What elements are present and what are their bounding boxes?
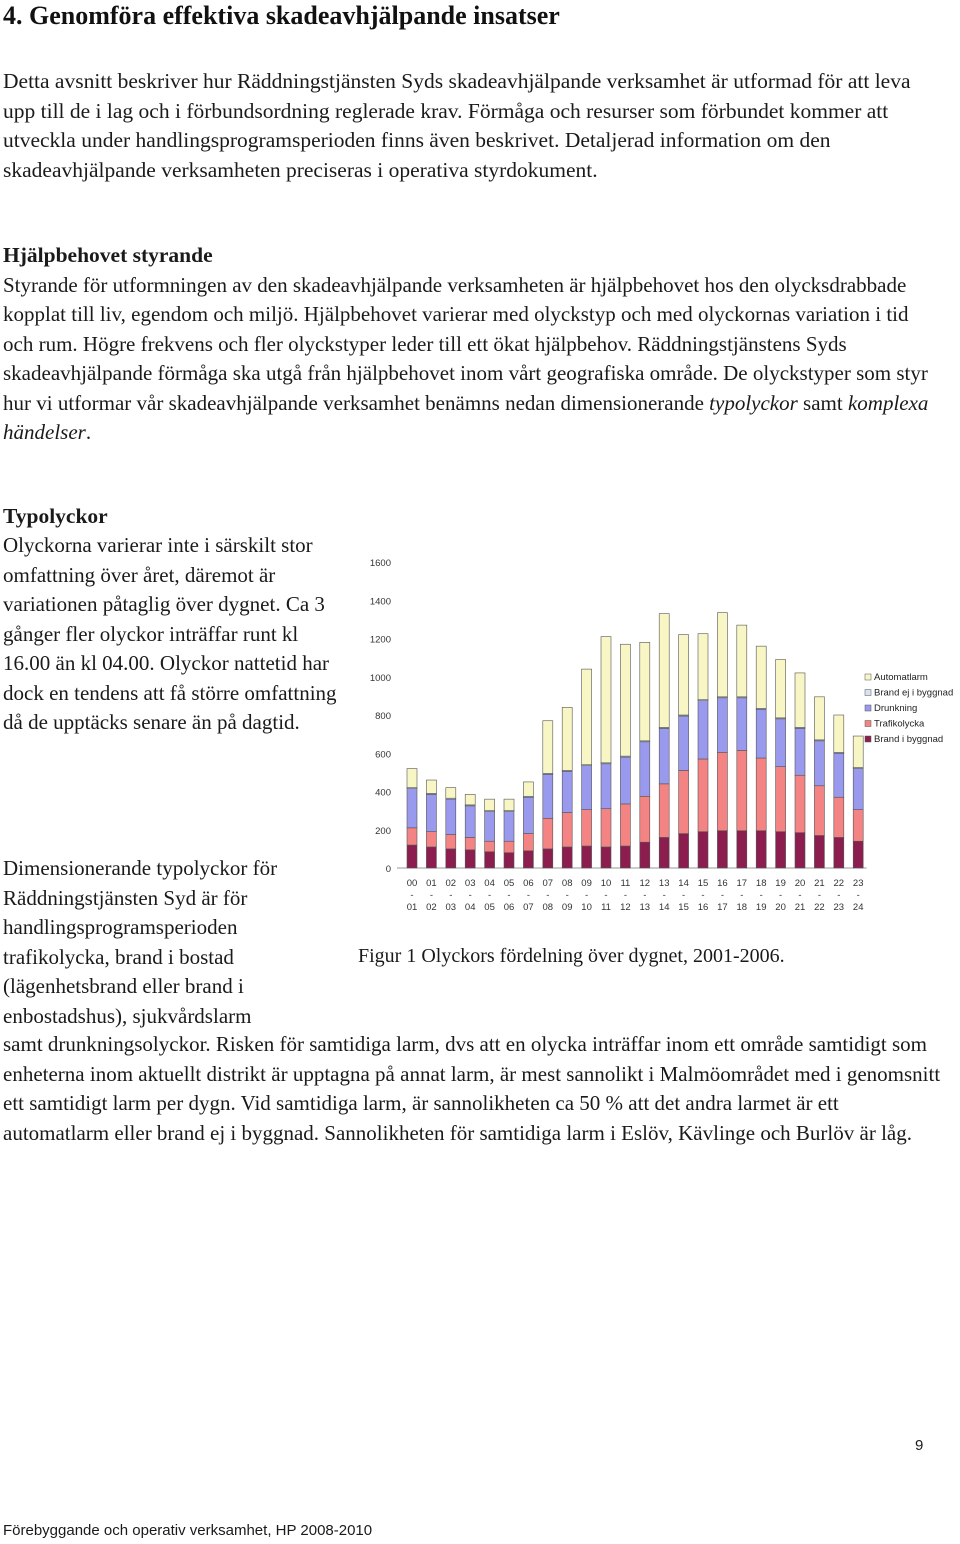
legend-swatch xyxy=(865,705,871,711)
bar-segment xyxy=(737,698,747,751)
figure-caption: Figur 1 Olyckors fördelning över dygnet, 2001-2006. xyxy=(358,945,785,967)
bar-segment xyxy=(853,810,863,842)
legend-swatch xyxy=(865,736,871,742)
bar-segment xyxy=(698,832,708,868)
subheading-hjalpbehovet: Hjälpbehovet styrande xyxy=(3,243,213,267)
bar-segment xyxy=(756,831,766,868)
bar-segment xyxy=(426,847,436,868)
x-tick-label-top: 01 xyxy=(426,878,437,889)
bar-segment xyxy=(601,809,611,847)
bar-segment xyxy=(795,673,805,728)
x-tick-label-bottom: 24 xyxy=(852,902,864,913)
bar-segment xyxy=(776,767,786,832)
legend-swatch xyxy=(865,721,871,727)
bar-segment xyxy=(407,845,417,868)
bar-segment xyxy=(485,799,495,810)
x-tick-dash: - xyxy=(759,890,763,901)
x-tick-label-top: 19 xyxy=(775,878,786,889)
bar-segment xyxy=(523,797,533,833)
bar-segment xyxy=(853,736,863,768)
bar-segment xyxy=(426,794,436,831)
bar-segment xyxy=(485,841,495,852)
bar-segment xyxy=(717,752,727,830)
x-tick-label-top: 20 xyxy=(794,878,806,889)
legend-swatch xyxy=(865,674,871,680)
legend-label: Trafikolycka xyxy=(874,718,925,730)
x-tick-label-top: 21 xyxy=(814,878,825,889)
legend-label: Brand i byggnad xyxy=(874,734,944,745)
x-tick-label-top: 10 xyxy=(600,878,612,889)
x-tick-label-bottom: 10 xyxy=(581,902,592,913)
x-tick-label-bottom: 06 xyxy=(503,902,515,913)
x-tick-label-bottom: 17 xyxy=(717,902,728,913)
bar-segment xyxy=(834,715,844,752)
bar-segment xyxy=(601,637,611,763)
paragraph-dimensionerande-narrow: Dimensionerande typolyckor för Räddningstjänsten Syd är för handlingsprogramsperioden trafikolycka, brand i bostad (lägenhetsbrand eller brand i enbostadshus), sjukvårdslarm xyxy=(3,856,278,1028)
bar-segment xyxy=(523,834,533,851)
bar-segment xyxy=(640,842,650,868)
x-tick-label-bottom: 11 xyxy=(601,902,611,913)
paragraph-hjalpbehovet xyxy=(3,271,943,448)
page-number: 9 xyxy=(915,1437,924,1454)
x-tick-label-top: 08 xyxy=(561,878,573,889)
bar-segment xyxy=(543,721,553,774)
y-tick-label: 800 xyxy=(375,711,391,722)
bar-segment xyxy=(679,635,689,715)
x-tick-dash: - xyxy=(585,890,589,901)
bar-segment xyxy=(679,770,689,833)
x-tick-label-bottom: 12 xyxy=(620,902,631,913)
bar-segment xyxy=(504,799,514,810)
bar-segment xyxy=(465,837,475,849)
bar-segment xyxy=(562,813,572,847)
x-tick-label-top: 23 xyxy=(852,878,864,889)
section-hjalpbehov xyxy=(3,241,943,448)
bar-segment xyxy=(543,849,553,868)
bar-segment xyxy=(582,766,592,810)
legend-label: Brand ej i byggnad xyxy=(874,687,954,699)
x-tick-label-top: 04 xyxy=(484,878,495,889)
bar-segment xyxy=(795,833,805,868)
bar-segment xyxy=(659,837,669,868)
accident-distribution-chart xyxy=(355,548,960,928)
x-tick-label-top: 22 xyxy=(833,878,845,889)
bar-segment xyxy=(523,851,533,868)
bar-segment xyxy=(814,786,824,836)
bar-segment xyxy=(465,794,475,805)
intro-paragraph: Detta avsnitt beskriver hur Räddningstjänsten Syds skadeavhjälpande verksamhet är utformad för att leva upp till de i lag och i förbundsordning reglerade krav. Förmåga och resurser som förbundet kommer att utveckla under handlingsprogramsperioden finns även beskrivet. Detaljerad information om den skadeavhjälpande verksamheten preciseras i operativa styrdokument. xyxy=(3,69,911,182)
x-tick-label-bottom: 20 xyxy=(775,902,786,913)
x-tick-label-bottom: 09 xyxy=(561,902,573,913)
bar-segment xyxy=(426,780,436,793)
x-tick-label-top: 06 xyxy=(523,878,534,889)
x-tick-label-bottom: 22 xyxy=(814,902,825,913)
bar-segment xyxy=(582,846,592,868)
x-tick-label-bottom: 16 xyxy=(697,902,709,913)
x-tick-dash: - xyxy=(488,890,492,901)
bar-segment xyxy=(407,828,417,845)
x-tick-dash: - xyxy=(429,890,433,901)
bar-segment xyxy=(834,753,844,797)
y-tick-label: 200 xyxy=(375,825,391,837)
subheading-typolyckor: Typolyckor xyxy=(3,504,108,528)
bar-segment xyxy=(582,810,592,846)
x-tick-dash: - xyxy=(623,890,627,901)
x-tick-label-bottom: 04 xyxy=(464,902,476,913)
bar-segment xyxy=(814,835,824,868)
bar-segment xyxy=(640,642,650,740)
x-tick-label-bottom: 18 xyxy=(736,902,748,913)
bar-segment xyxy=(620,804,630,846)
bar-segment xyxy=(659,614,669,728)
bar-segment xyxy=(562,707,572,770)
bar-segment xyxy=(717,831,727,868)
x-tick-label-top: 12 xyxy=(639,878,651,889)
bar-segment xyxy=(717,698,727,753)
x-tick-label-top: 07 xyxy=(542,878,554,889)
x-tick-label-bottom: 15 xyxy=(678,902,689,913)
bar-segment xyxy=(446,849,456,868)
bar-segment xyxy=(737,831,747,868)
y-tick-label: 1000 xyxy=(369,672,391,684)
footer-text: Förebyggande och operativ verksamhet, HP 2008-2010 xyxy=(3,1522,373,1539)
paragraph-hjalpbehovet-mid: samt xyxy=(797,390,848,415)
x-tick-label-top: 17 xyxy=(736,878,748,889)
paragraph-hjalpbehovet-text: Styrande för utformningen av den skadeavhjälpande verksamheten är hjälpbehovet hos den olycksdrabbade kopplat till liv, egendom och miljö. Hjälpbehovet varierar med olyckstyp och med olyckornas variation i tid och rum. Högre frekvens och fler olyckstyper leder till ett ökat hjälpbehov. Räddningstjänstens Syds skadeavhjälpande förmåga ska utgå från hjälpbehovet inom vårt geografiska område. De olyckstyper som styr hur vi utformar vår skadeavhjälpande verksamhet benämns nedan dimensionerande xyxy=(3,272,928,415)
term-komplexa-handelser: komplexa händelser xyxy=(3,390,929,444)
x-tick-label-top: 14 xyxy=(678,878,689,889)
x-tick-label-top: 13 xyxy=(658,878,670,889)
x-tick-dash: - xyxy=(837,890,841,901)
bar-segment xyxy=(562,771,572,812)
x-tick-label-top: 02 xyxy=(445,878,457,889)
chart-svg xyxy=(355,548,960,928)
x-tick-dash: - xyxy=(798,890,802,901)
x-tick-label-top: 05 xyxy=(503,878,515,889)
x-tick-label-top: 03 xyxy=(464,878,476,889)
x-tick-label-top: 11 xyxy=(620,878,631,889)
bar-segment xyxy=(737,625,747,697)
bar-segment xyxy=(504,853,514,868)
bar-segment xyxy=(601,764,611,809)
bar-segment xyxy=(582,669,592,765)
bar-segment xyxy=(407,789,417,828)
bar-segment xyxy=(756,646,766,708)
x-tick-label-bottom: 23 xyxy=(833,902,845,913)
bar-segment xyxy=(756,758,766,831)
bar-segment xyxy=(504,841,514,852)
bar-segment xyxy=(562,847,572,868)
x-tick-dash: - xyxy=(817,890,821,901)
bar-segment xyxy=(698,759,708,832)
x-tick-dash: - xyxy=(526,890,530,901)
legend-label: Automatlarm xyxy=(874,672,928,683)
bar-segment xyxy=(776,719,786,767)
bar-segment xyxy=(446,799,456,834)
y-tick-label: 1400 xyxy=(369,596,391,608)
bar-segment xyxy=(446,788,456,799)
bar-segment xyxy=(834,837,844,868)
bar-segment xyxy=(679,716,689,771)
bar-segment xyxy=(698,701,708,759)
x-tick-dash: - xyxy=(779,890,783,901)
bar-segment xyxy=(485,852,495,868)
legend-label: Drunkning xyxy=(874,703,918,714)
bar-segment xyxy=(717,613,727,697)
bar-segment xyxy=(795,728,805,775)
bar-segment xyxy=(620,644,630,756)
x-tick-dash: - xyxy=(507,890,511,901)
bar-segment xyxy=(426,832,436,847)
x-tick-label-top: 00 xyxy=(406,878,418,889)
x-tick-dash: - xyxy=(643,890,647,901)
bar-segment xyxy=(465,806,475,838)
y-tick-label: 400 xyxy=(375,787,391,799)
y-tick-label: 1600 xyxy=(369,558,391,569)
bar-segment xyxy=(679,834,689,868)
paragraph-typolyckor: Olyckorna varierar inte i särskilt stor omfattning över året, däremot är variationen påtaglig över dygnet. Ca 3 gånger fler olyckor inträffar runt kl 16.00 än kl 04.00. Olyckor nattetid har dock en tendens att få större omfattning då de upptäcks senare än på dagtid. xyxy=(3,533,337,734)
x-tick-dash: - xyxy=(565,890,569,901)
x-tick-label-bottom: 07 xyxy=(523,902,534,913)
bar-segment xyxy=(543,774,553,818)
y-tick-label: 600 xyxy=(375,749,391,761)
paragraph-hjalpbehovet-end: . xyxy=(85,420,92,444)
x-tick-dash: - xyxy=(740,890,744,901)
x-tick-dash: - xyxy=(701,890,705,901)
x-tick-label-bottom: 19 xyxy=(755,902,767,913)
bar-segment xyxy=(776,660,786,718)
x-tick-label-top: 09 xyxy=(581,878,592,889)
x-tick-label-bottom: 05 xyxy=(484,902,495,913)
bar-segment xyxy=(659,784,669,838)
bar-segment xyxy=(620,757,630,804)
bar-segment xyxy=(523,782,533,796)
bar-segment xyxy=(814,741,824,786)
x-tick-label-bottom: 03 xyxy=(445,902,457,913)
y-tick-label: 1200 xyxy=(369,634,391,646)
x-tick-label-bottom: 13 xyxy=(639,902,651,913)
x-tick-label-bottom: 02 xyxy=(426,902,437,913)
bar-segment xyxy=(465,850,475,868)
x-tick-label-top: 18 xyxy=(755,878,767,889)
bar-segment xyxy=(446,835,456,849)
x-tick-label-bottom: 08 xyxy=(542,902,554,913)
section-heading: 4. Genomföra effektiva skadeavhjälpande insatser xyxy=(3,1,560,30)
x-tick-dash: - xyxy=(662,890,666,901)
bar-segment xyxy=(407,769,417,788)
x-tick-dash: - xyxy=(449,890,453,901)
bar-segment xyxy=(814,697,824,740)
term-typolyckor: typolyckor xyxy=(709,390,798,415)
x-tick-dash: - xyxy=(546,890,550,901)
x-tick-label-top: 15 xyxy=(697,878,709,889)
x-tick-label-top: 16 xyxy=(717,878,728,889)
x-tick-dash: - xyxy=(410,890,414,901)
x-tick-dash: - xyxy=(856,890,860,901)
bar-segment xyxy=(620,846,630,868)
bar-segment xyxy=(776,832,786,868)
bar-segment xyxy=(504,812,514,842)
bar-segment xyxy=(737,750,747,830)
x-tick-label-bottom: 01 xyxy=(406,902,418,913)
bar-segment xyxy=(640,742,650,797)
x-tick-label-bottom: 21 xyxy=(794,902,806,913)
y-tick-label: 0 xyxy=(385,864,391,875)
bar-segment xyxy=(795,775,805,832)
legend-swatch xyxy=(865,690,871,696)
x-tick-label-bottom: 14 xyxy=(658,902,670,913)
bar-segment xyxy=(853,769,863,810)
bar-segment xyxy=(659,728,669,783)
bar-segment xyxy=(698,634,708,700)
x-tick-dash: - xyxy=(720,890,724,901)
x-tick-dash: - xyxy=(468,890,472,901)
bar-segment xyxy=(834,797,844,837)
bar-segment xyxy=(853,841,863,868)
x-tick-dash: - xyxy=(604,890,608,901)
bar-segment xyxy=(543,818,553,849)
paragraph-dimensionerande-wide: samt drunkningsolyckor. Risken för samtidiga larm, dvs att en olycka inträffar inom ett område samtidigt som enheterna inom aktuellt distrikt är upptagna på annat larm, är mest sannolikt i Malmöområdet med i genomsnitt ett samtidigt larm per dygn. Vid samtidiga larm, är sannolikheten ca 50 % att det andra larmet är ett automatlarm eller brand ej i byggnad. Sannolikheten för samtidiga larm i Eslöv, Kävlinge och Burlöv är låg. xyxy=(3,1032,941,1145)
bar-segment xyxy=(485,812,495,842)
bar-segment xyxy=(601,847,611,868)
bar-segment xyxy=(756,709,766,758)
x-tick-dash: - xyxy=(682,890,686,901)
bar-segment xyxy=(640,796,650,842)
